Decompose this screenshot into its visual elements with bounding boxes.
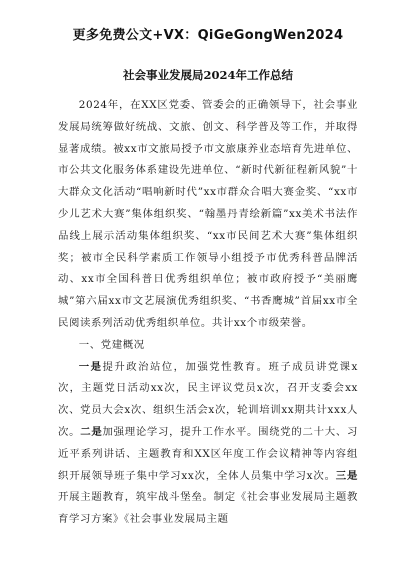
- point-three-text: 开展主题教育，筑牢战斗堡垒。制定《社会事业发展局主题教育学习方案》《社会事业发展局主题: [58, 491, 358, 526]
- point-two-label: 二是: [80, 425, 103, 438]
- point-one-label: 一是: [78, 360, 103, 373]
- document-title: 社会事业发展局2024年工作总结: [122, 68, 293, 82]
- promo-banner: 更多免费公文+VX：QiGeGongWen2024: [72, 28, 344, 43]
- intro-paragraph: 2024年，在XX区党委、管委会的正确领导下，社会事业发展局统筹做好统战、文旅、创文、科学普及等工作，并取得显著成绩。被xx市文旅局授予市文旅康养业态培育先进单位、市公共文化服务体系建设先进单位、“新时代新征程新风貌”十大群众文化活动“唱响新时代”xx市群众合唱大赛金奖、“xx市少儿艺术大赛”集体组织奖、“翰墨丹青绘新篇”xx美术书法作品线上展示活动集体组织奖、“xx市民间艺术大赛”集体组织奖；被市全民科学素质工作领导小组授予市优秀科普品牌活动、xx市全国科普日优秀组织单位；被市政府授予“美丽鹰城”第六届xx市文艺展演优秀组织奖、“书香鹰城”首届xx市全民阅读系列活动优秀组织单位。共计xx个市级荣誉。: [58, 99, 358, 329]
- party-building-paragraph: [58, 357, 358, 531]
- point-one-text: 提升政治站位，加强党性教育。班子成员讲党课x次，主题党日活动xx次，民主评议党员x次，召开支委会xx次、党员大会x次、组织生活会x次，轮训培训xx期共计xxx人次。: [58, 360, 358, 438]
- section-heading-party-building: 一、党建概况: [78, 338, 145, 351]
- point-two-text: 加强理论学习，提升工作水平。围绕党的二十大、习近平系列讲话、主题教育和XX区年度工作会议精神等内容组织开展领导班子集中学习xx次，全体人员集中学习x次。: [58, 425, 358, 482]
- point-three-label: 三是: [335, 469, 358, 482]
